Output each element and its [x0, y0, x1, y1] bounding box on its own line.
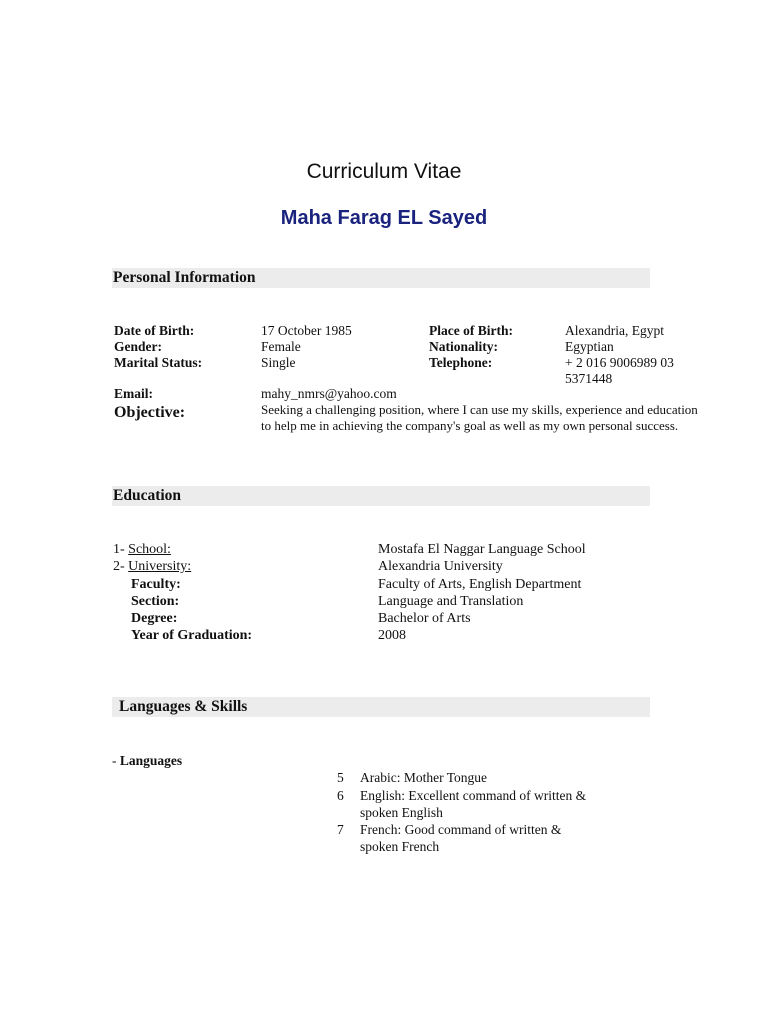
- language-item-number: 6: [337, 788, 344, 803]
- dob-label: Date of Birth:: [114, 323, 195, 338]
- personal-info-section-bar: [112, 268, 650, 288]
- university-label: [113, 558, 191, 575]
- languages-label: Languages: [119, 753, 183, 768]
- personal-info-heading: Personal Information: [113, 269, 256, 286]
- degree-label: Degree:: [131, 611, 178, 626]
- skills-heading: Languages & Skills: [119, 698, 248, 715]
- language-item-text-continued: spoken English: [360, 805, 443, 820]
- email-label: Email:: [114, 386, 153, 401]
- pob-value: Alexandria, Egypt: [565, 323, 664, 338]
- telephone-label: Telephone:: [429, 355, 493, 370]
- language-item-text: French: Good command of written &: [360, 822, 562, 837]
- gender-value: Female: [261, 339, 301, 354]
- nationality-value: Egyptian: [565, 339, 614, 354]
- nationality-label: Nationality:: [429, 339, 498, 354]
- objective-text-line2: to help me in achieving the company's goal as well as my own personal success.: [261, 418, 679, 433]
- email-value[interactable]: mahy_nmrs@yahoo.com: [261, 386, 397, 401]
- candidate-name: Maha Farag EL Sayed: [280, 207, 488, 229]
- objective-label: Objective:: [114, 404, 186, 421]
- language-item-number: 5: [337, 770, 344, 785]
- languages-subheading: [112, 753, 182, 769]
- school-label: [113, 541, 171, 558]
- telephone-value-line2: 5371448: [565, 371, 613, 386]
- language-item-text-continued: spoken French: [360, 839, 440, 854]
- faculty-label: Faculty:: [131, 577, 181, 592]
- university-value: Alexandria University: [378, 559, 503, 574]
- education-section-bar: [112, 486, 650, 506]
- section-label: Section:: [131, 594, 180, 609]
- language-item-text: English: Excellent command of written &: [360, 788, 587, 803]
- document-title: Curriculum Vitae: [306, 160, 462, 183]
- university-label-text: University:: [128, 559, 192, 574]
- pob-label: Place of Birth:: [429, 323, 513, 338]
- marital-status-value: Single: [261, 355, 296, 370]
- graduation-label: Year of Graduation:: [131, 628, 253, 643]
- university-prefix: 2-: [113, 559, 129, 574]
- education-heading: Education: [113, 487, 182, 504]
- telephone-value-line1: + 2 016 9006989 03: [565, 355, 674, 370]
- skills-section-bar: [112, 697, 650, 717]
- school-prefix: 1-: [113, 542, 129, 557]
- marital-status-label: Marital Status:: [114, 355, 203, 370]
- school-value: Mostafa El Naggar Language School: [378, 542, 586, 557]
- languages-dash: -: [112, 753, 120, 768]
- graduation-value: 2008: [378, 628, 406, 643]
- dob-value: 17 October 1985: [261, 323, 352, 338]
- gender-label: Gender:: [114, 339, 162, 354]
- school-label-text: School:: [128, 542, 171, 557]
- section-value: Language and Translation: [378, 594, 524, 609]
- language-item-text: Arabic: Mother Tongue: [360, 770, 488, 785]
- language-item-number: 7: [337, 822, 344, 837]
- faculty-value: Faculty of Arts, English Department: [378, 577, 582, 592]
- objective-text-line1: Seeking a challenging position, where I can use my skills, experience and education: [261, 402, 698, 417]
- degree-value: Bachelor of Arts: [378, 611, 471, 626]
